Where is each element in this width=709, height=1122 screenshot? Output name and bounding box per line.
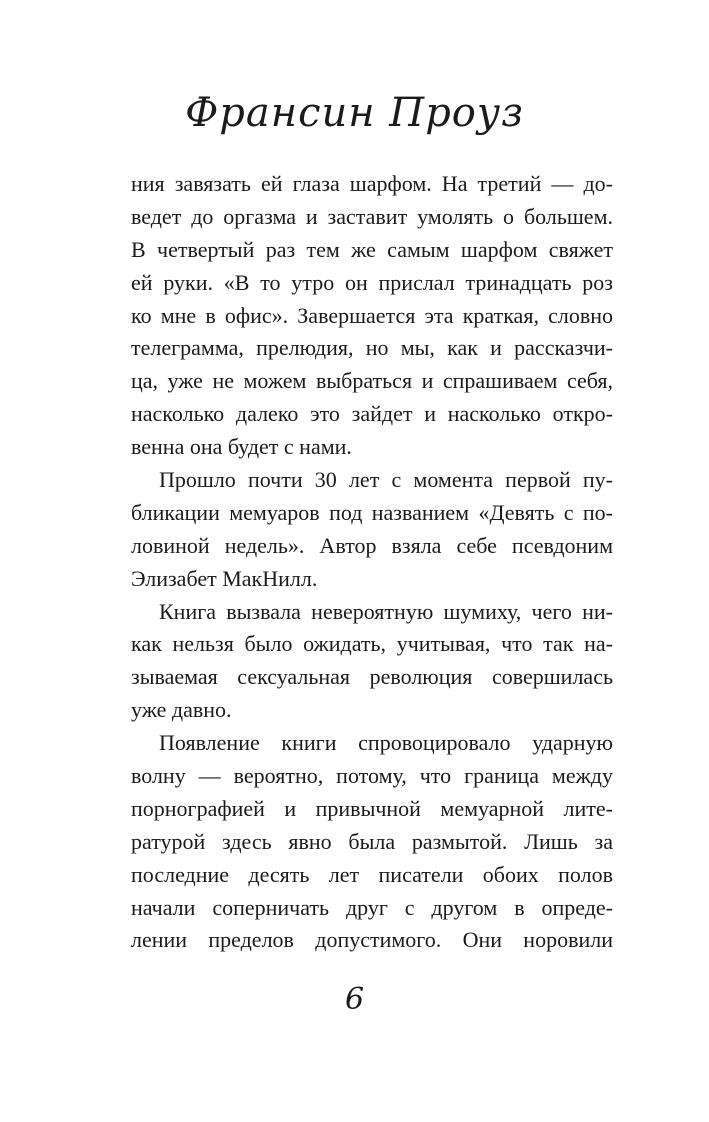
paragraph: [131, 168, 613, 464]
text-line: лении пределов допустимого. Они норовили: [131, 927, 613, 953]
paragraph: [131, 464, 613, 596]
text-line: ей руки. «В то утро он прислал тринадцать роз: [131, 269, 613, 295]
paragraph: [131, 727, 613, 957]
text-line: насколько далеко это зайдет и насколько откро-: [131, 401, 613, 427]
text-line: ловиной недель». Автор взяла себе псевдоним: [131, 532, 613, 558]
text-line: Книга вызвала невероятную шумиху, чего ни-: [159, 598, 613, 624]
text-line: начали соперничать друг с другом в опреде-: [131, 894, 613, 920]
text-line: уже давно.: [131, 697, 232, 723]
page-number: 6: [344, 982, 365, 1017]
text-line: венна она будет с нами.: [131, 434, 352, 460]
text-line: порнографией и привычной мемуарной лите-: [131, 795, 613, 821]
text-line: Прошло почти 30 лет с момента первой пу-: [159, 467, 613, 493]
text-line: волну — вероятно, потому, что граница между: [131, 763, 613, 789]
text-line: Элизабет МакНилл.: [131, 565, 318, 591]
text-line: ния завязать ей глаза шарфом. На третий — до-: [131, 171, 613, 196]
paragraph: [131, 596, 613, 728]
text-line: Появление книги спровоцировало ударную: [159, 730, 613, 756]
text-line: ко мне в офис». Завершается эта краткая, словно: [131, 302, 613, 328]
text-line: бликации мемуаров под названием «Девять с по-: [131, 499, 613, 525]
text-line: В четвертый раз тем же самым шарфом свяжет: [131, 236, 613, 262]
text-line: последние десять лет писатели обоих полов: [131, 861, 613, 887]
text-line: зываемая сексуальная революция совершилась: [131, 664, 613, 690]
text-line: ратурой здесь явно была размытой. Лишь за: [131, 828, 613, 854]
text-line: как нельзя было ожидать, учитывая, что так на-: [131, 631, 613, 657]
text-line: ца, уже не можем выбраться и спрашиваем себя,: [131, 368, 613, 394]
text-line: телеграмма, прелюдия, но мы, как и рассказчи-: [131, 335, 613, 361]
running-head-author: Франсин Проуз: [185, 90, 524, 136]
body-text: [131, 168, 613, 957]
text-line: ведет до оргазма и заставит умолять о большем.: [131, 203, 613, 229]
